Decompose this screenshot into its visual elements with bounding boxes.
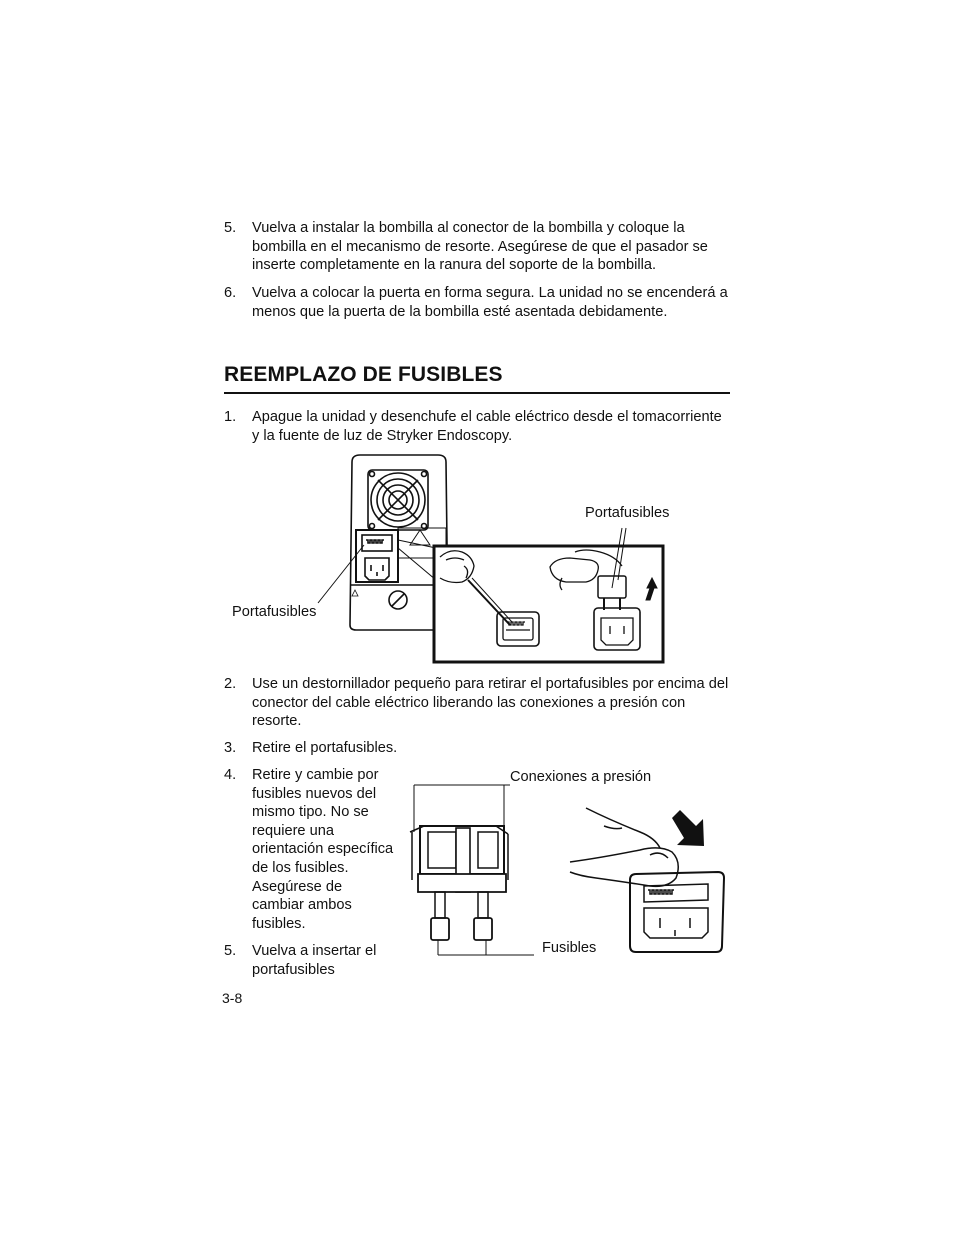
step-text: Retire y cambie por fusibles nuevos del mismo tipo. No se requiere una orientación específica de los fusibles. Asegúrese de cambiar ambos fusibles. [252,767,394,932]
step-number: 6. [224,285,237,301]
step-number: 5. [224,943,237,959]
step-text: Vuelva a colocar la puerta en forma segura. La unidad no se encenderá a menos que la puerta de la bombilla esté asentada debidamente. [252,285,728,320]
page-number: 3-8 [222,990,243,1006]
section-title: REEMPLAZO DE FUSIBLES [224,363,503,386]
label-fuse-holder-left: Portafusibles [232,604,317,620]
step-number: 3. [224,740,237,756]
label-fuses: Fusibles [542,940,597,956]
label-snap-connections: Conexiones a presión [510,769,652,785]
step-number: 1. [224,409,237,425]
step-number: 2. [224,676,237,692]
label-fuse-holder-right: Portafusibles [585,505,670,521]
step-number: 4. [224,767,237,783]
step-text: Vuelva a instalar la bombilla al conector de la bombilla y coloque la bombilla en el mecanismo de resorte. Asegúrese de que el pasador se inserte completamente en la ranura del soporte de la bombilla. [252,220,708,274]
step-text: Use un destornillador pequeño para retirar el portafusibles por encima del conector del cable eléctrico liberando las conexiones a presión con resorte. [252,676,729,730]
step-text: Retire el portafusibles. [252,740,398,756]
step-text: Apague la unidad y desenchufe el cable eléctrico desde el tomacorriente y la fuente de luz de Stryker Endoscopy. [252,409,722,444]
step-text: Vuelva a insertar el portafusibles [252,943,377,978]
step-number: 5. [224,220,237,236]
